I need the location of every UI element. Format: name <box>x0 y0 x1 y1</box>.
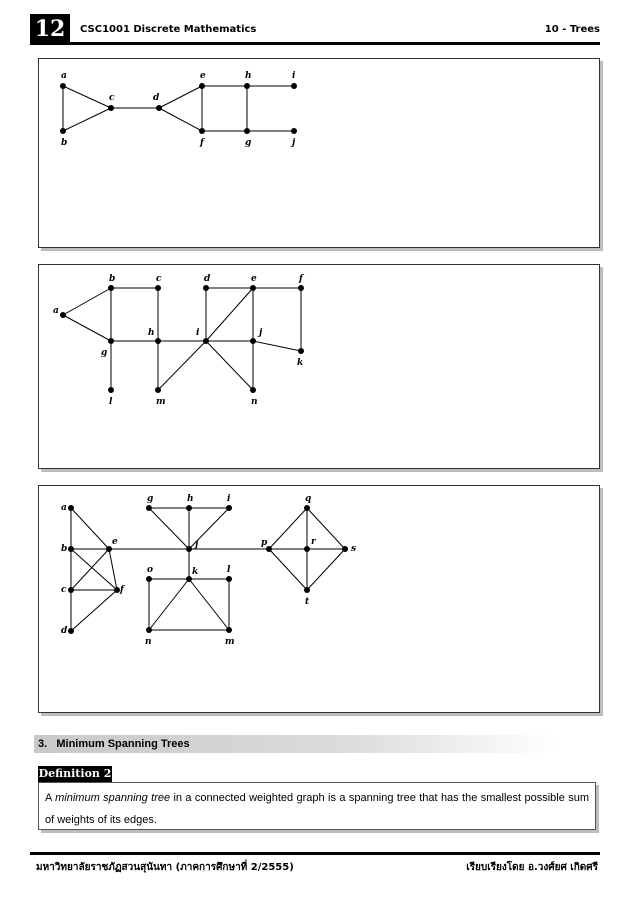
chapter-title: 10 - Trees <box>544 24 600 35</box>
graph-1-vertex-j <box>291 128 297 134</box>
graph-3-label-m: m <box>225 637 235 647</box>
graph-2-edge-a-g <box>63 315 111 341</box>
graph-2-edge-i-n <box>206 341 253 390</box>
graph-2-edge-e-i <box>206 288 253 341</box>
graph-3-vertex-b <box>68 546 74 552</box>
graph-1-edge-d-f <box>159 108 202 131</box>
definition-box <box>38 782 596 830</box>
graph-2-edge-j-k <box>253 341 301 351</box>
graph-3-vertex-i <box>226 505 232 511</box>
graph-3-label-e: e <box>112 537 118 547</box>
graph-3-edge-p-t <box>269 549 307 590</box>
graph-2-label-n: n <box>251 397 258 407</box>
graph-1-label-e: e <box>200 71 206 81</box>
graph-1-vertex-b <box>60 128 66 134</box>
graph-2-vertex-h <box>155 338 161 344</box>
section-title: Minimum Spanning Trees <box>56 738 190 750</box>
footer-rule <box>30 852 600 855</box>
graph-3-label-k: k <box>192 567 199 577</box>
graph-2-vertex-f <box>298 285 304 291</box>
graph-1-vertex-e <box>199 83 205 89</box>
graph-2-label-j: j <box>259 328 263 338</box>
graph-3-label-f: f <box>120 585 124 595</box>
graph-3-label-o: o <box>147 565 154 575</box>
graph-2-label-f: f <box>299 274 303 284</box>
definition-text-after: in a connected weighted graph is a spanning tree that has the smallest possible sum of weights of its edges. <box>45 792 589 826</box>
graph-1-label-h: h <box>245 71 252 81</box>
graph-3-edge-k-m <box>189 579 229 630</box>
graph-3-vertex-s <box>342 546 348 552</box>
graph-frame-2 <box>38 264 600 469</box>
graph-2-label-h: h <box>148 328 155 338</box>
graph-3-vertex-c <box>68 587 74 593</box>
graph-1-vertex-f <box>199 128 205 134</box>
footer-author: เรียบเรียงโดย อ.วงศ์ยศ เกิดศรี <box>466 862 598 873</box>
graph-2-vertex-c <box>155 285 161 291</box>
graph-3-label-g: g <box>147 494 154 504</box>
graph-3-vertex-l <box>226 576 232 582</box>
graph-3-label-q: q <box>305 494 312 504</box>
graph-1-label-b: b <box>61 138 68 148</box>
graph-2-label-k: k <box>297 358 304 368</box>
graph-1-edge-d-e <box>159 86 202 108</box>
graph-1-vertex-g <box>244 128 250 134</box>
graph-1-edge-a-c <box>63 86 111 108</box>
graph-3-edge-k-n <box>149 579 189 630</box>
graph-3-label-h: h <box>187 494 194 504</box>
graph-2-label-m: m <box>156 397 166 407</box>
graph-3-edge-p-q <box>269 508 307 549</box>
graph-2-vertex-g <box>108 338 114 344</box>
header-rule <box>30 42 600 45</box>
definition-text-before: A <box>45 792 56 804</box>
graph-3-label-j: j <box>195 540 199 550</box>
graph-3-edge-a-e <box>71 508 109 549</box>
graph-2-label-e: e <box>251 274 257 284</box>
graph-3-vertex-n <box>146 627 152 633</box>
graph-2-edge-i-m <box>158 341 206 390</box>
graph-3-vertex-r <box>304 546 310 552</box>
graph-1-label-a: a <box>61 71 67 81</box>
graph-3-vertex-t <box>304 587 310 593</box>
definition-tab: Definition 2 <box>38 767 112 780</box>
graph-2-vertex-m <box>155 387 161 393</box>
graph-3-label-n: n <box>145 637 152 647</box>
graph-2-label-c: c <box>156 274 162 284</box>
graph-2-vertex-l <box>108 387 114 393</box>
graph-3-label-t: t <box>305 597 310 607</box>
graph-2-vertex-n <box>250 387 256 393</box>
graph-3-label-c: c <box>61 585 67 595</box>
graph-3-label-l: l <box>227 565 231 575</box>
graph-3-vertex-g <box>146 505 152 511</box>
graph-3-label-i: i <box>227 494 231 504</box>
graph-1-vertex-a <box>60 83 66 89</box>
graph-2-label-b: b <box>109 274 116 284</box>
graph-1-label-j: j <box>292 138 296 148</box>
graph-1-label-d: d <box>153 93 160 103</box>
graph-1-label-g: g <box>245 138 252 148</box>
graph-3-label-d: d <box>61 626 68 636</box>
section-heading <box>34 735 558 753</box>
graph-3-vertex-h <box>186 505 192 511</box>
graph-2-label-l: l <box>109 397 113 407</box>
graph-frame-3 <box>38 485 600 713</box>
graph-3-vertex-j <box>186 546 192 552</box>
graph-3-label-r: r <box>311 537 316 547</box>
page-number: 12 <box>30 14 70 44</box>
definition-term: minimum spanning tree <box>55 792 171 804</box>
graph-3-vertex-q <box>304 505 310 511</box>
footer-university: มหาวิทยาลัยราชภัฏสวนสุนันทา (ภาคการศึกษาที่ 2/2555) <box>36 862 294 873</box>
graph-2-label-g: g <box>101 348 108 358</box>
graph-2-label-d: d <box>204 274 211 284</box>
graph-3-vertex-d <box>68 628 74 634</box>
graph-1-label-c: c <box>109 93 115 103</box>
graph-1-vertex-c <box>108 105 114 111</box>
graph-3-label-p: p <box>261 538 268 548</box>
graph-3-vertex-m <box>226 627 232 633</box>
graph-3-edge-s-t <box>307 549 345 590</box>
graph-3-edge-g-j <box>149 508 189 549</box>
course-title: CSC1001 Discrete Mathematics <box>80 24 257 35</box>
graph-3-edge-c-e <box>71 549 109 590</box>
graph-3-label-a: a <box>61 503 67 513</box>
graph-1-vertex-i <box>291 83 297 89</box>
graph-2 <box>39 265 599 468</box>
graph-2-vertex-k <box>298 348 304 354</box>
graph-2-label-a: a <box>53 306 59 316</box>
graph-1 <box>39 59 599 247</box>
graph-2-vertex-i <box>203 338 209 344</box>
graph-3-edge-d-f <box>71 590 117 631</box>
graph-1-label-i: i <box>292 71 296 81</box>
graph-2-vertex-j <box>250 338 256 344</box>
graph-3-vertex-o <box>146 576 152 582</box>
graph-2-edge-a-b <box>63 288 111 315</box>
graph-1-vertex-h <box>244 83 250 89</box>
graph-3 <box>39 486 599 712</box>
graph-3-vertex-a <box>68 505 74 511</box>
graph-frame-1 <box>38 58 600 248</box>
graph-1-edge-b-c <box>63 108 111 131</box>
graph-3-label-b: b <box>61 544 68 554</box>
graph-2-vertex-b <box>108 285 114 291</box>
graph-2-vertex-a <box>60 312 66 318</box>
graph-2-vertex-d <box>203 285 209 291</box>
section-number: 3. <box>38 738 48 750</box>
graph-3-label-s: s <box>351 544 357 554</box>
graph-1-vertex-d <box>156 105 162 111</box>
graph-1-label-f: f <box>200 138 204 148</box>
graph-2-vertex-e <box>250 285 256 291</box>
graph-2-label-i: i <box>196 328 200 338</box>
